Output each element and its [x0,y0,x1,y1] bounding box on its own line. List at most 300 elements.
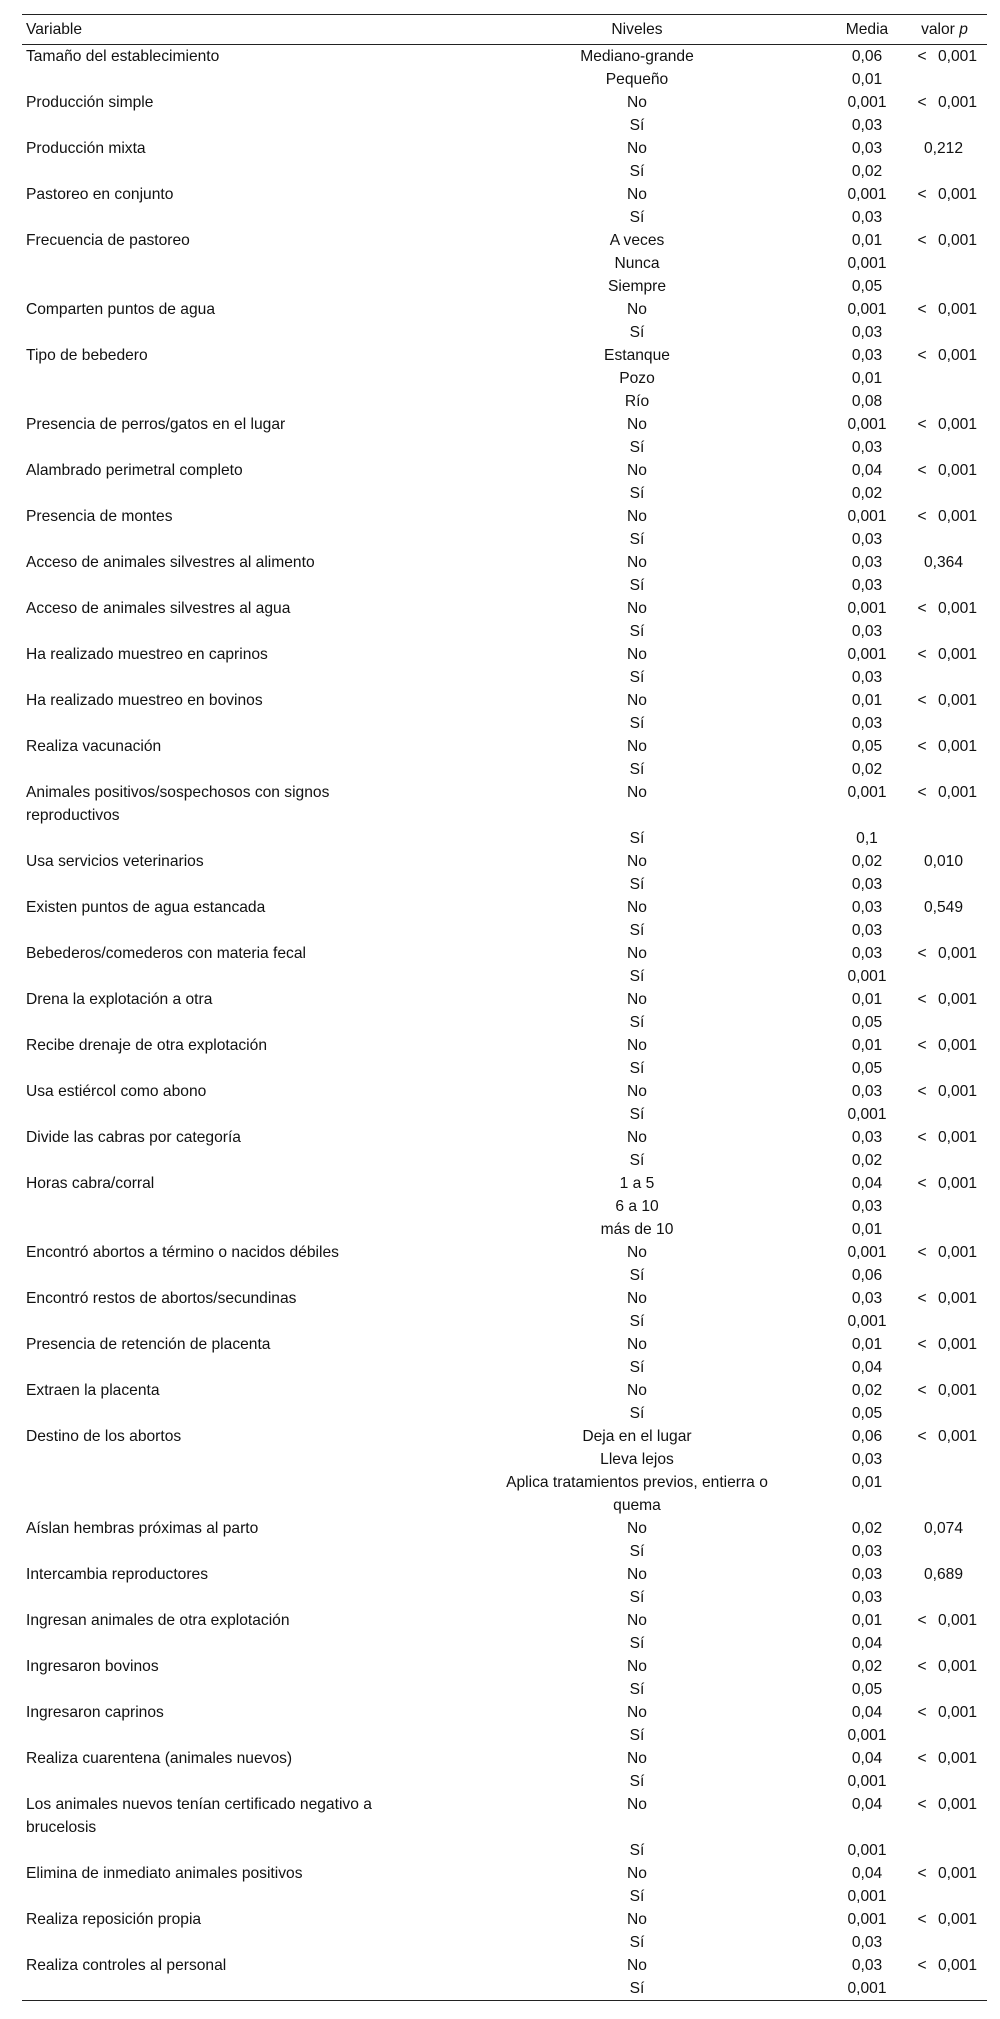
cell-valor-p [902,528,987,551]
cell-variable [22,919,442,942]
cell-media: 0,02 [851,761,883,778]
less-than-sign: < [917,1244,927,1261]
cell-variable [22,1586,442,1609]
cell-media: 0,02 [851,1382,883,1399]
table-row [22,758,987,781]
table-row [22,1931,987,1954]
cell-variable: Producción mixta [26,140,146,157]
table-row [22,459,987,482]
less-than-sign: < [917,416,927,433]
cell-variable: Existen puntos de agua estancada [26,899,266,916]
cell-media: 0,1 [856,830,878,847]
table-row [22,827,987,850]
cell-nivel: No [627,991,647,1008]
cell-media: 0,03 [851,1198,883,1215]
cell-media: 0,03 [851,1566,883,1583]
cell-nivel: No [627,94,647,111]
cell-nivel: No [627,1037,647,1054]
less-than-sign: < [917,738,927,755]
cell-nivel: No [627,140,647,157]
cell-valor-p [902,1701,987,1724]
cell-variable [22,1149,442,1172]
table-row [22,275,987,298]
cell-valor-p [902,1724,987,1747]
less-than-sign: < [917,991,927,1008]
cell-valor-p [902,1471,987,1517]
cell-nivel: Sí [629,669,645,686]
cell-valor-p [902,1126,987,1149]
table-row [22,1609,987,1632]
cell-nivel: Sí [629,830,645,847]
cell-media: 0,03 [851,531,883,548]
table-row [22,528,987,551]
table-row [22,183,987,206]
cell-nivel: Deja en el lugar [582,1428,692,1445]
cell-variable [22,68,442,91]
cell-nivel: No [627,1083,647,1100]
less-than-sign: < [917,232,927,249]
cell-media: 0,06 [851,48,883,65]
cell-media: 0,001 [847,301,887,318]
cell-media: 0,001 [847,1773,887,1790]
cell-valor-p [902,1103,987,1126]
cell-nivel: Pozo [619,370,655,387]
cell-nivel: No [627,462,647,479]
cell-media: 0,03 [851,876,883,893]
cell-media: 0,01 [851,692,883,709]
cell-nivel: Mediano-grande [580,48,694,65]
cell-valor-p [902,1954,987,1977]
cell-media: 0,03 [851,347,883,364]
cell-media: 0,03 [851,922,883,939]
cell-variable [22,390,442,413]
cell-variable [22,1448,442,1471]
less-than-sign: < [917,1290,927,1307]
results-table [22,14,987,2001]
table-row [22,1770,987,1793]
table-row [22,367,987,390]
cell-media: 0,03 [851,899,883,916]
cell-variable: Animales positivos/sospechosos con signos reproductivos [26,784,330,824]
cell-media: 0,001 [847,968,887,985]
less-than-sign: < [917,784,927,801]
cell-valor-p [902,965,987,988]
p-value: 0,001 [938,600,978,617]
p-value: 0,001 [938,945,978,962]
table-row [22,1586,987,1609]
cell-media: 0,05 [851,738,883,755]
cell-media: 0,03 [851,1290,883,1307]
table-row [22,1471,987,1517]
p-value: 0,001 [938,1244,978,1261]
cell-valor-p [902,252,987,275]
cell-valor-p [902,574,987,597]
table-row [22,1057,987,1080]
p-value: 0,001 [938,1175,978,1192]
cell-media: 0,03 [851,1129,883,1146]
cell-media: 0,03 [851,140,883,157]
table-row [22,1908,987,1931]
less-than-sign: < [917,692,927,709]
cell-valor-p [902,1310,987,1333]
table-row [22,1448,987,1471]
p-value: 0,001 [938,186,978,203]
cell-valor-p [902,1172,987,1195]
cell-nivel: No [627,1750,647,1767]
table-row [22,942,987,965]
table-row [22,735,987,758]
cell-media: 0,001 [847,784,887,801]
cell-variable: Tipo de bebedero [26,347,148,364]
p-value: 0,001 [938,301,978,318]
cell-variable [22,1471,442,1517]
cell-media: 0,001 [847,1727,887,1744]
header-p-label: p [959,21,968,38]
cell-variable [22,574,442,597]
cell-variable [22,1885,442,1908]
p-value: 0,001 [938,94,978,111]
cell-variable: Encontró abortos a término o nacidos débiles [26,1244,339,1261]
less-than-sign: < [917,1911,927,1928]
table-row [22,436,987,459]
cell-media: 0,001 [847,94,887,111]
cell-valor-p [902,275,987,298]
less-than-sign: < [917,94,927,111]
cell-media: 0,001 [847,1313,887,1330]
cell-media: 0,04 [851,1796,883,1813]
cell-valor-p [902,160,987,183]
cell-variable [22,1977,442,2001]
table-row [22,965,987,988]
cell-media: 0,03 [851,1957,883,1974]
cell-variable [22,620,442,643]
less-than-sign: < [917,1612,927,1629]
cell-variable: Extraen la placenta [26,1382,160,1399]
p-value: 0,001 [938,1957,978,1974]
table-row [22,988,987,1011]
cell-media: 0,02 [851,163,883,180]
table-row [22,1264,987,1287]
table-row [22,1839,987,1862]
table-row [22,1356,987,1379]
table-row [22,1678,987,1701]
cell-variable [22,758,442,781]
cell-valor-p [902,1862,987,1885]
cell-nivel: Sí [629,485,645,502]
cell-variable: Realiza reposición propia [26,1911,202,1928]
less-than-sign: < [917,48,927,65]
cell-variable [22,528,442,551]
table-row [22,1172,987,1195]
cell-variable [22,252,442,275]
table-row [22,390,987,413]
p-value: 0,074 [924,1520,964,1537]
table-row [22,1080,987,1103]
cell-media: 0,03 [851,554,883,571]
table-row [22,1517,987,1540]
cell-media: 0,01 [851,232,883,249]
cell-variable: Realiza cuarentena (animales nuevos) [26,1750,293,1767]
cell-variable [22,1218,442,1241]
cell-nivel: Sí [629,324,645,341]
cell-valor-p [902,367,987,390]
cell-variable: Realiza vacunación [26,738,162,755]
table-row [22,1034,987,1057]
cell-valor-p [902,390,987,413]
table-row [22,505,987,528]
cell-valor-p [902,137,987,160]
cell-valor-p [902,712,987,735]
cell-valor-p [902,68,987,91]
results-table-container [22,14,987,2001]
table-row [22,689,987,712]
p-value: 0,212 [924,140,964,157]
cell-valor-p [902,45,987,69]
cell-media: 0,03 [851,324,883,341]
cell-nivel: Sí [629,1842,645,1859]
cell-nivel: No [627,1911,647,1928]
p-value: 0,364 [924,554,964,571]
cell-nivel: No [627,1520,647,1537]
cell-variable: Ha realizado muestreo en bovinos [26,692,263,709]
cell-valor-p [902,1034,987,1057]
table-row [22,344,987,367]
cell-valor-p [902,1333,987,1356]
cell-media: 0,001 [847,1106,887,1123]
cell-variable: Intercambia reproductores [26,1566,209,1583]
cell-valor-p [902,1057,987,1080]
p-value: 0,001 [938,1658,978,1675]
cell-variable [22,482,442,505]
cell-valor-p [902,620,987,643]
cell-media: 0,04 [851,1750,883,1767]
cell-variable [22,367,442,390]
table-row [22,229,987,252]
p-value: 0,001 [938,1865,978,1882]
cell-variable: Presencia de retención de placenta [26,1336,271,1353]
table-row [22,896,987,919]
cell-nivel: Río [624,393,650,410]
header-valor-label: valor [921,21,955,38]
table-row [22,919,987,942]
cell-media: 0,001 [847,1244,887,1261]
cell-valor-p [902,1218,987,1241]
less-than-sign: < [917,186,927,203]
p-value: 0,001 [938,1750,978,1767]
cell-media: 0,03 [851,1451,883,1468]
cell-nivel: No [627,1796,647,1813]
cell-valor-p [902,850,987,873]
cell-media: 0,001 [847,416,887,433]
cell-nivel: No [627,1658,647,1675]
cell-variable: Producción simple [26,94,154,111]
header-valor-p [902,15,987,45]
p-value: 0,001 [938,462,978,479]
cell-variable: Usa servicios veterinarios [26,853,204,870]
cell-nivel: No [627,1382,647,1399]
cell-media: 0,001 [847,1980,887,1997]
table-row [22,1126,987,1149]
cell-valor-p [902,1632,987,1655]
cell-valor-p [902,459,987,482]
cell-valor-p [902,91,987,114]
less-than-sign: < [917,1428,927,1445]
cell-media: 0,001 [847,1842,887,1859]
less-than-sign: < [917,1704,927,1721]
cell-nivel: Sí [629,1589,645,1606]
table-row [22,1287,987,1310]
cell-valor-p [902,1563,987,1586]
cell-nivel: No [627,945,647,962]
cell-valor-p [902,896,987,919]
table-row [22,91,987,114]
p-value: 0,001 [938,48,978,65]
cell-variable: Realiza controles al personal [26,1957,227,1974]
cell-media: 0,01 [851,1037,883,1054]
cell-variable [22,1770,442,1793]
p-value: 0,001 [938,1083,978,1100]
cell-variable: Aíslan hembras próximas al parto [26,1520,259,1537]
cell-valor-p [902,1586,987,1609]
p-value: 0,001 [938,1796,978,1813]
cell-valor-p [902,1195,987,1218]
table-row [22,206,987,229]
p-value: 0,689 [924,1566,964,1583]
cell-nivel: Lleva lejos [600,1451,674,1468]
cell-valor-p [902,229,987,252]
cell-valor-p [902,1885,987,1908]
cell-media: 0,02 [851,485,883,502]
p-value: 0,001 [938,1290,978,1307]
cell-media: 0,01 [851,370,883,387]
table-row [22,137,987,160]
cell-media: 0,03 [851,945,883,962]
less-than-sign: < [917,301,927,318]
cell-variable [22,206,442,229]
table-row [22,1747,987,1770]
cell-valor-p [902,758,987,781]
cell-valor-p [902,827,987,850]
cell-variable [22,1011,442,1034]
cell-variable [22,1540,442,1563]
cell-variable: Ingresan animales de otra explotación [26,1612,290,1629]
table-row [22,781,987,827]
cell-nivel: No [627,1290,647,1307]
table-row [22,1011,987,1034]
cell-valor-p [902,183,987,206]
cell-nivel: Sí [629,968,645,985]
table-header [22,15,987,45]
cell-valor-p [902,735,987,758]
cell-valor-p [902,919,987,942]
table-row [22,597,987,620]
p-value: 0,001 [938,692,978,709]
cell-nivel: Sí [629,1635,645,1652]
cell-valor-p [902,1149,987,1172]
table-row [22,1195,987,1218]
cell-nivel: No [627,1566,647,1583]
cell-variable: Recibe drenaje de otra explotación [26,1037,267,1054]
cell-variable: Acceso de animales silvestres al agua [26,600,291,617]
less-than-sign: < [917,1129,927,1146]
less-than-sign: < [917,1382,927,1399]
cell-variable [22,1264,442,1287]
table-row [22,114,987,137]
table-row [22,712,987,735]
cell-valor-p [902,1264,987,1287]
cell-media: 0,06 [851,1428,883,1445]
cell-variable [22,275,442,298]
cell-nivel: No [627,1704,647,1721]
cell-media: 0,05 [851,1681,883,1698]
cell-nivel: No [627,899,647,916]
cell-nivel: Sí [629,1152,645,1169]
cell-variable: Divide las cabras por categoría [26,1129,241,1146]
cell-valor-p [902,1448,987,1471]
table-row [22,1218,987,1241]
cell-variable [22,1356,442,1379]
cell-nivel: Sí [629,1980,645,1997]
cell-valor-p [902,1356,987,1379]
cell-variable [22,1402,442,1425]
less-than-sign: < [917,1796,927,1813]
cell-nivel: Sí [629,1106,645,1123]
p-value: 0,001 [938,646,978,663]
table-row [22,1379,987,1402]
cell-valor-p [902,666,987,689]
p-value: 0,001 [938,232,978,249]
cell-valor-p [902,1402,987,1425]
cell-valor-p [902,551,987,574]
cell-valor-p [902,942,987,965]
cell-media: 0,001 [847,646,887,663]
table-row [22,1310,987,1333]
cell-media: 0,01 [851,71,883,88]
p-value: 0,001 [938,1336,978,1353]
cell-valor-p [902,114,987,137]
cell-variable [22,160,442,183]
cell-nivel: No [627,853,647,870]
less-than-sign: < [917,508,927,525]
cell-variable [22,1103,442,1126]
cell-variable: Ingresaron caprinos [26,1704,164,1721]
header-variable: Variable [26,21,83,38]
cell-media: 0,04 [851,1359,883,1376]
cell-variable: Horas cabra/corral [26,1175,155,1192]
p-value: 0,001 [938,1911,978,1928]
cell-variable: Acceso de animales silvestres al alimento [26,554,315,571]
cell-valor-p [902,1678,987,1701]
less-than-sign: < [917,600,927,617]
less-than-sign: < [917,1336,927,1353]
table-row [22,666,987,689]
table-row [22,1241,987,1264]
cell-nivel: Estanque [604,347,670,364]
cell-nivel: No [627,554,647,571]
p-value: 0,001 [938,1037,978,1054]
cell-nivel: No [627,508,647,525]
table-row [22,298,987,321]
p-value: 0,001 [938,1428,978,1445]
cell-nivel: No [627,416,647,433]
header-media: Media [845,21,889,38]
cell-valor-p [902,1517,987,1540]
cell-valor-p [902,597,987,620]
cell-nivel: Pequeño [605,71,669,88]
cell-media: 0,05 [851,1060,883,1077]
cell-variable: Destino de los abortos [26,1428,182,1445]
cell-nivel: Sí [629,1405,645,1422]
